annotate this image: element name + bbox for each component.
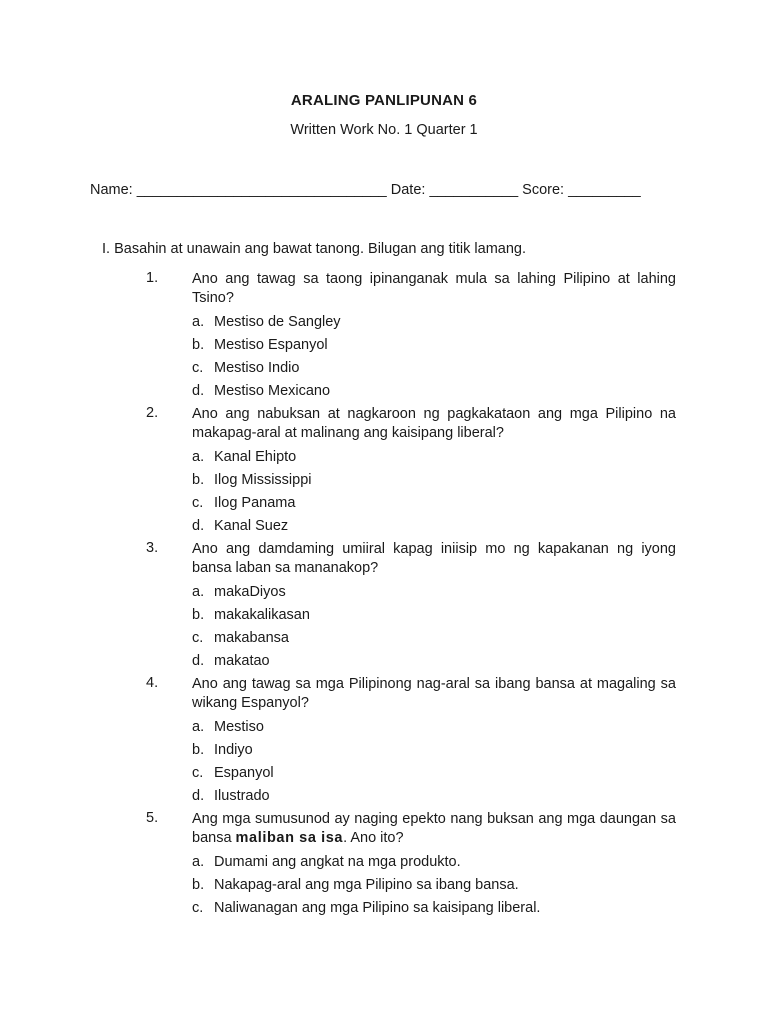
choice-letter: c. [192, 495, 204, 511]
choice-letter: b. [192, 877, 205, 893]
choice-item[interactable] [0, 359, 768, 382]
choice-item[interactable] [0, 741, 768, 764]
choice-item[interactable] [0, 517, 768, 540]
question-number: 3. [146, 540, 159, 556]
choice-text: Ilog Mississippi [214, 472, 312, 488]
choice-list [0, 583, 768, 675]
question-text-emphasis: maliban sa isa [235, 830, 344, 846]
question-number: 4. [146, 675, 159, 691]
question-list [0, 270, 768, 922]
choice-text: Mestiso [214, 719, 264, 735]
question-text: Ano ang tawag sa mga Pilipinong nag-aral sa ibang bansa at magaling sa wikang Espanyol? [192, 676, 676, 711]
choice-letter: a. [192, 584, 205, 600]
question-2 [0, 405, 768, 540]
choice-text: Mestiso de Sangley [214, 314, 341, 330]
choice-item[interactable] [0, 382, 768, 405]
choice-text: Mestiso Espanyol [214, 337, 328, 353]
choice-list [0, 718, 768, 810]
question-text: Ano ang tawag sa taong ipinanganak mula sa lahing Pilipino at lahing Tsino? [192, 271, 676, 306]
choice-item[interactable] [0, 336, 768, 359]
choice-text: makabansa [214, 630, 289, 646]
choice-list [0, 853, 768, 922]
question-text [192, 810, 676, 848]
choice-text: Naliwanagan ang mga Pilipino sa kaisipang liberal. [214, 900, 541, 916]
choice-text: Mestiso Indio [214, 360, 300, 376]
choice-text: makatao [214, 653, 270, 669]
choice-item[interactable] [0, 876, 768, 899]
choice-text: Mestiso Mexicano [214, 383, 331, 399]
choice-item[interactable] [0, 471, 768, 494]
choice-letter: b. [192, 742, 205, 758]
choice-letter: a. [192, 719, 205, 735]
choice-letter: d. [192, 788, 205, 804]
choice-letter: c. [192, 630, 204, 646]
choice-item[interactable] [0, 764, 768, 787]
choice-text: Kanal Ehipto [214, 449, 297, 465]
choice-item[interactable] [0, 652, 768, 675]
choice-letter: c. [192, 360, 204, 376]
choice-letter: b. [192, 472, 205, 488]
choice-text: Ilog Panama [214, 495, 296, 511]
choice-text: Espanyol [214, 765, 274, 781]
question-text: Ano ang nabuksan at nagkaroon ng pagkakataon ang mga Pilipino na makapag-aral at malinang ang kaisipang liberal? [192, 406, 676, 441]
question-number: 2. [146, 405, 159, 421]
choice-item[interactable] [0, 494, 768, 517]
question-text-end: . Ano ito? [343, 830, 404, 846]
question-4 [0, 675, 768, 810]
choice-letter: d. [192, 518, 205, 534]
choice-letter: b. [192, 337, 205, 353]
choice-text: Nakapag-aral ang mga Pilipino sa ibang bansa. [214, 877, 519, 893]
choice-letter: c. [192, 765, 204, 781]
page-title: ARALING PANLIPUNAN 6 [290, 92, 478, 109]
student-info-line: Name: _______________________________ Date: ___________ Score: _________ [90, 182, 641, 198]
choice-item[interactable] [0, 448, 768, 471]
question-1 [0, 270, 768, 405]
choice-text: Ilustrado [214, 788, 270, 804]
instruction-text: I. Basahin at unawain ang bawat tanong. Bilugan ang titik lamang. [102, 241, 527, 257]
choice-text: makaDiyos [214, 584, 286, 600]
choice-item[interactable] [0, 583, 768, 606]
choice-text: Dumami ang angkat na mga produkto. [214, 854, 461, 870]
choice-letter: b. [192, 607, 205, 623]
choice-letter: c. [192, 900, 204, 916]
question-text: Ano ang damdaming umiiral kapag iniisip mo ng kapakanan ng iyong bansa laban sa mananakop? [192, 541, 676, 576]
choice-list [0, 448, 768, 540]
choice-item[interactable] [0, 629, 768, 652]
choice-letter: a. [192, 854, 205, 870]
question-5 [0, 810, 768, 922]
choice-text: Kanal Suez [214, 518, 289, 534]
choice-letter: d. [192, 653, 205, 669]
choice-text: Indiyo [214, 742, 253, 758]
choice-item[interactable] [0, 787, 768, 810]
choice-letter: a. [192, 449, 205, 465]
choice-text: makakalikasan [214, 607, 310, 623]
choice-item[interactable] [0, 899, 768, 922]
choice-item[interactable] [0, 718, 768, 741]
choice-item[interactable] [0, 606, 768, 629]
question-number: 5. [146, 810, 159, 826]
choice-letter: d. [192, 383, 205, 399]
question-text-start: Ang mga sumusunod ay naging epekto nang buksan ang mga daungan sa bansa [192, 811, 676, 846]
page-subtitle: Written Work No. 1 Quarter 1 [290, 122, 478, 138]
choice-item[interactable] [0, 853, 768, 876]
choice-letter: a. [192, 314, 205, 330]
question-number: 1. [146, 270, 159, 286]
choice-item[interactable] [0, 313, 768, 336]
choice-list [0, 313, 768, 405]
question-3 [0, 540, 768, 675]
